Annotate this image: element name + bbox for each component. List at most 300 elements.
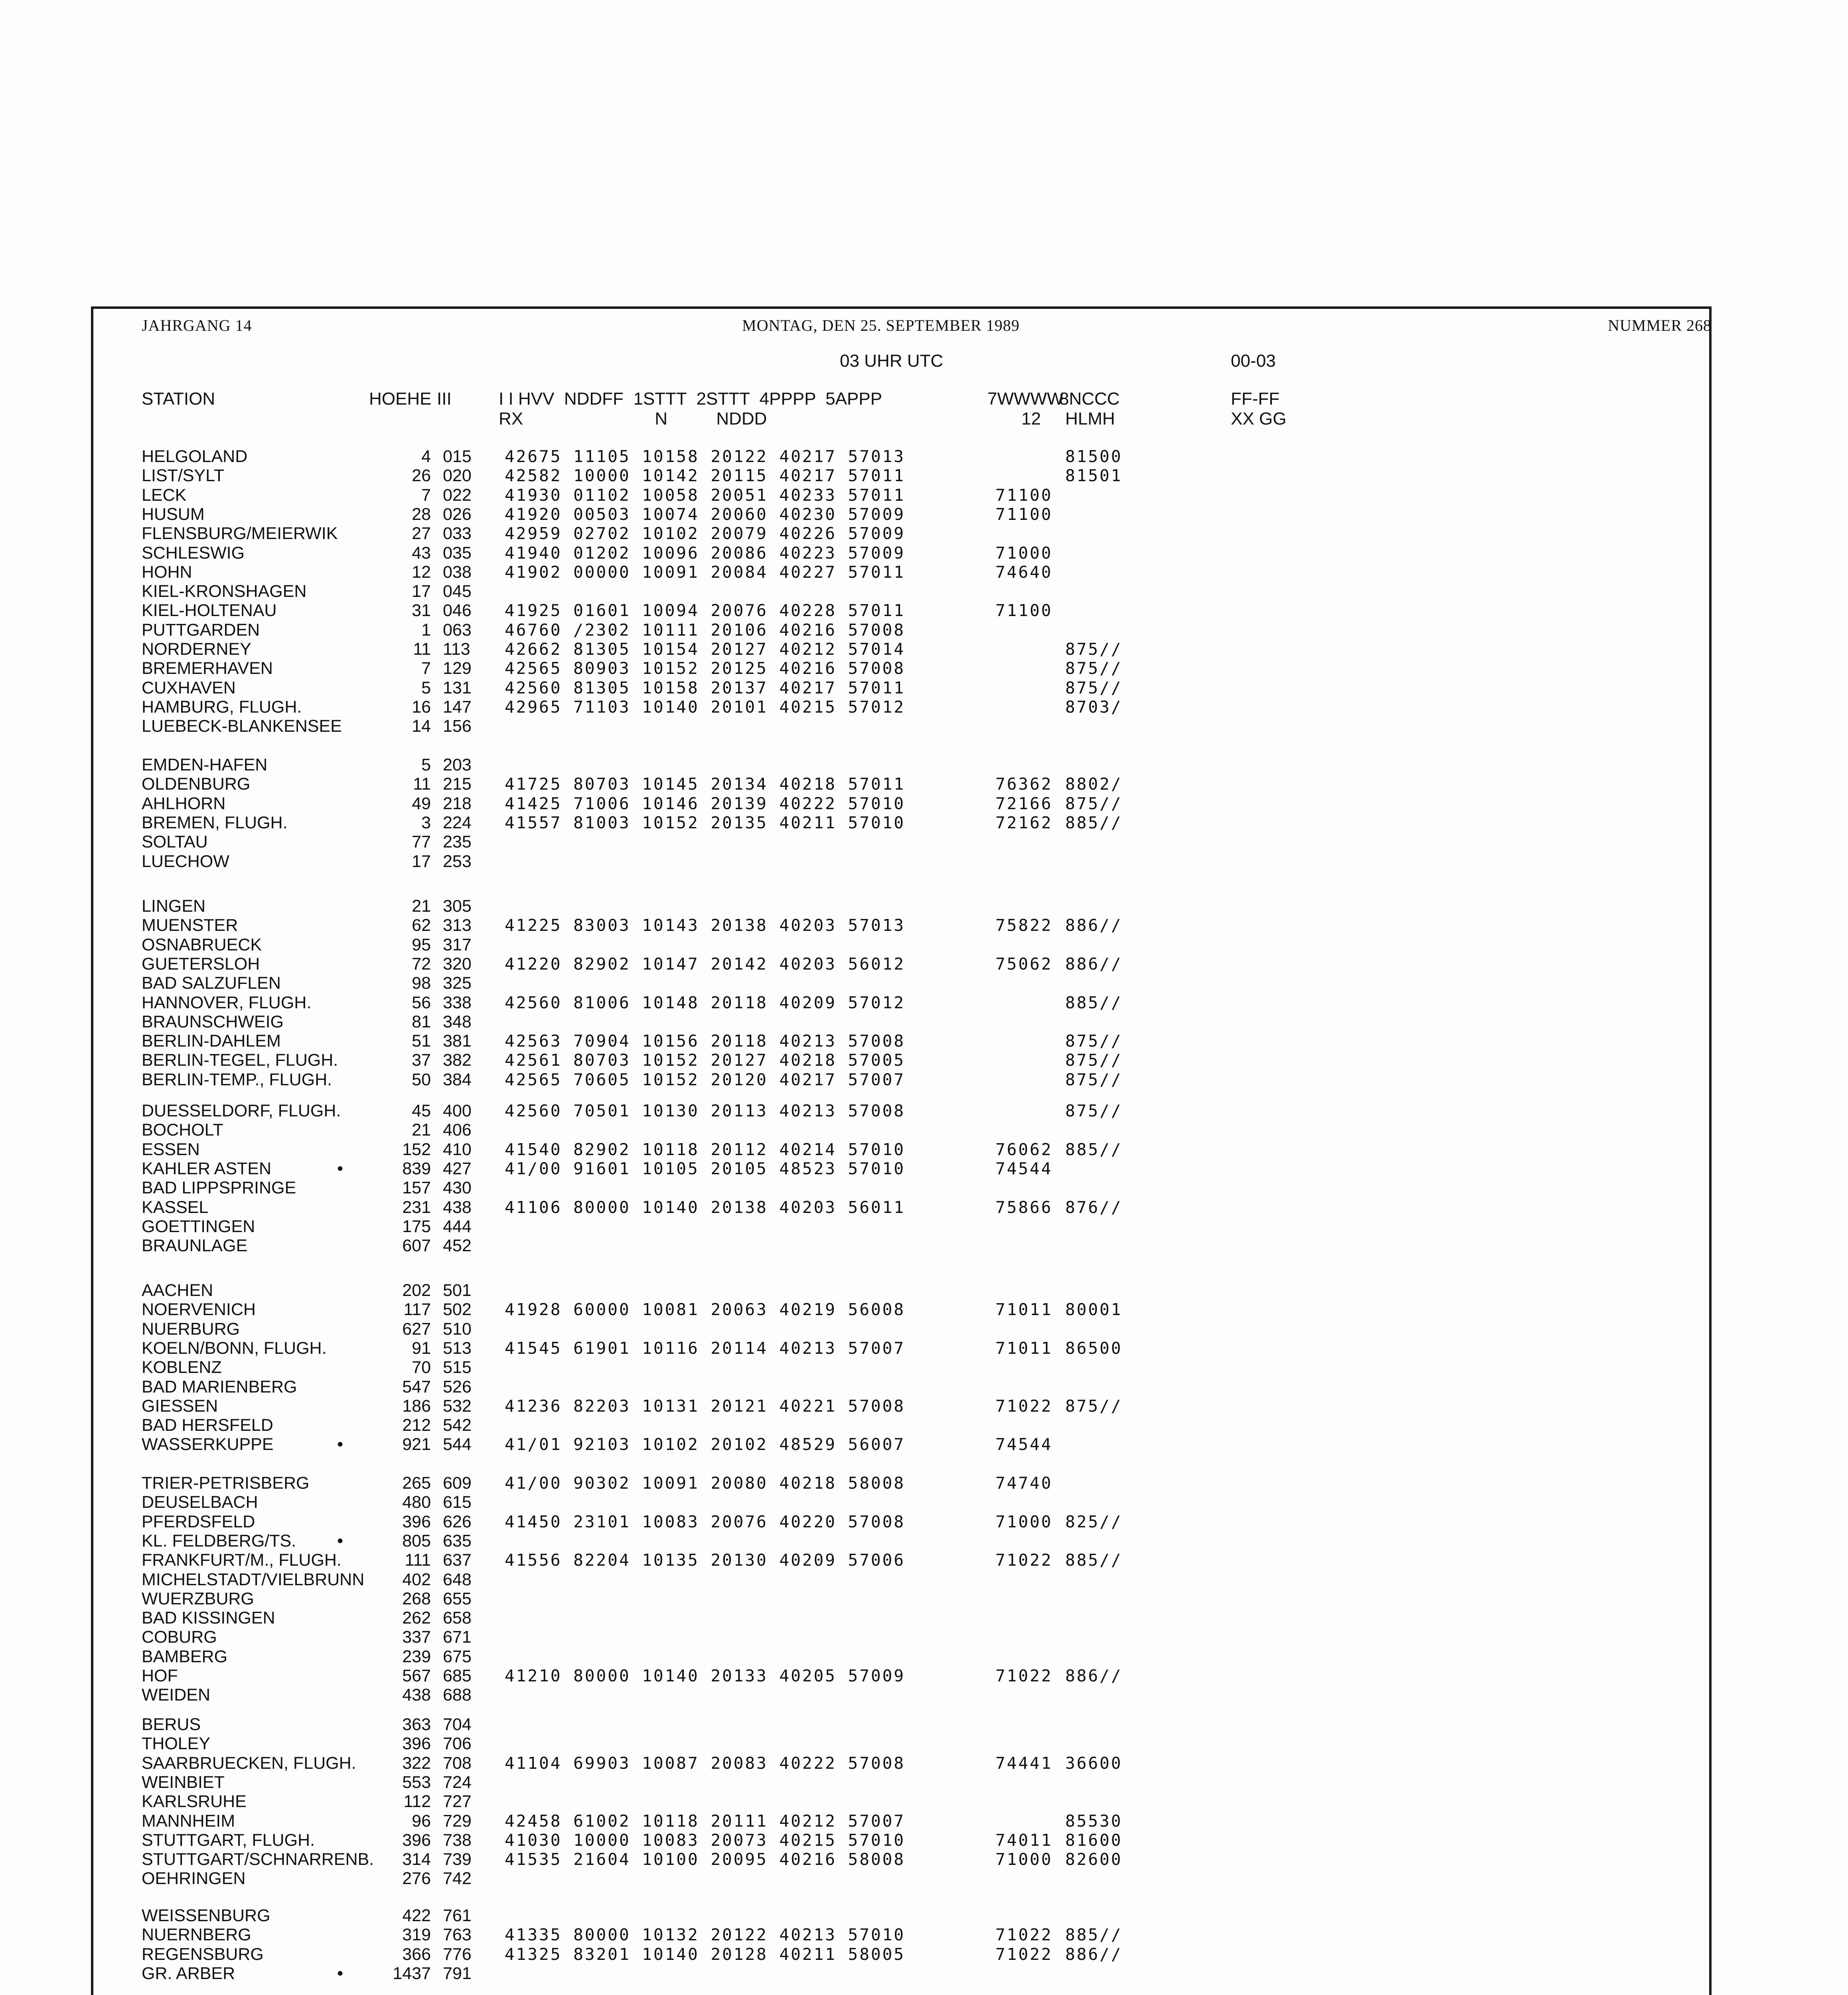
station-height: 117 xyxy=(403,1300,431,1319)
station-index: 046 xyxy=(443,601,472,620)
table-row xyxy=(0,1012,1356,1031)
weather-group: 71000 xyxy=(995,1512,1053,1531)
table-row xyxy=(0,678,1356,697)
station-name: FRANKFURT/M., FLUGH. xyxy=(142,1551,342,1570)
station-height: 45 xyxy=(412,1101,431,1120)
station-index: 658 xyxy=(443,1608,472,1628)
cloud-group: 875// xyxy=(1065,1396,1123,1416)
synop-codes: 41104 69903 10087 20083 40222 57008 xyxy=(505,1754,905,1773)
station-height: 262 xyxy=(402,1608,431,1628)
station-height: 14 xyxy=(412,717,431,736)
weather-group: 71022 xyxy=(995,1925,1053,1944)
station-name: GUETERSLOH xyxy=(142,954,260,974)
station-height: 422 xyxy=(402,1906,431,1925)
issue-number: NUMMER 268 xyxy=(1608,316,1712,334)
station-height: 152 xyxy=(402,1140,431,1159)
synop-codes: 41545 61901 10116 20114 40213 57007 xyxy=(505,1339,905,1358)
cloud-group: 82600 xyxy=(1065,1850,1123,1869)
station-name: LECK xyxy=(142,486,187,505)
weather-group: 74011 xyxy=(995,1831,1053,1850)
col-iii: III xyxy=(437,389,452,409)
station-name: BERLIN-TEGEL, FLUGH. xyxy=(142,1051,338,1070)
station-index: 338 xyxy=(443,993,472,1012)
weather-group: 71000 xyxy=(995,543,1053,563)
station-index: 305 xyxy=(443,897,472,916)
cloud-group: 8703/ xyxy=(1065,697,1123,717)
cloud-group: 875// xyxy=(1065,794,1123,813)
station-height: 5 xyxy=(421,755,431,774)
station-name: GOETTINGEN xyxy=(142,1217,255,1236)
mountain-mark: • xyxy=(337,1159,344,1178)
station-index: 727 xyxy=(443,1792,472,1811)
station-index: 320 xyxy=(443,954,472,974)
synop-codes: 41335 80000 10132 20122 40213 57010 xyxy=(505,1925,905,1944)
weather-group: 76062 xyxy=(995,1140,1053,1159)
synop-codes: 41535 21604 10100 20095 40216 58008 xyxy=(505,1850,905,1869)
table-row xyxy=(0,1319,1356,1339)
station-index: 313 xyxy=(443,916,472,935)
cloud-group: 886// xyxy=(1065,1666,1123,1685)
station-height: 396 xyxy=(402,1831,431,1850)
station-index: 739 xyxy=(443,1850,472,1869)
station-name: HOF xyxy=(142,1666,178,1685)
station-name: LUECHOW xyxy=(142,852,229,871)
station-name: BRAUNLAGE xyxy=(142,1236,248,1255)
station-index: 215 xyxy=(443,774,472,794)
station-height: 921 xyxy=(402,1435,431,1454)
station-index: 020 xyxy=(443,466,472,485)
station-index: 384 xyxy=(443,1070,472,1089)
table-row xyxy=(0,1850,1356,1869)
station-index: 688 xyxy=(443,1685,472,1705)
station-index: 515 xyxy=(443,1358,472,1377)
cloud-group: 81500 xyxy=(1065,447,1123,466)
station-index: 452 xyxy=(443,1236,472,1255)
weather-group: 71022 xyxy=(995,1551,1053,1570)
cloud-group: 885// xyxy=(1065,1925,1123,1944)
station-name: SAARBRUECKEN, FLUGH. xyxy=(142,1754,356,1773)
weather-group: 72162 xyxy=(995,813,1053,832)
station-index: 763 xyxy=(443,1925,472,1944)
synop-codes: 41725 80703 10145 20134 40218 57011 xyxy=(505,774,905,794)
station-index: 706 xyxy=(443,1734,472,1753)
table-row xyxy=(0,524,1356,543)
station-height: 56 xyxy=(412,993,431,1012)
station-name: BREMEN, FLUGH. xyxy=(142,813,288,832)
table-row xyxy=(0,697,1356,717)
station-height: 839 xyxy=(402,1159,431,1178)
station-height: 157 xyxy=(402,1178,431,1197)
synop-codes: 41030 10000 10083 20073 40215 57010 xyxy=(505,1831,905,1850)
cloud-group: 875// xyxy=(1065,1051,1123,1070)
station-height: 3 xyxy=(421,813,431,832)
station-name: WEISSENBURG xyxy=(142,1906,270,1925)
station-height: 17 xyxy=(412,852,431,871)
weather-group: 76362 xyxy=(995,774,1053,794)
station-height: 77 xyxy=(412,832,431,851)
station-name: BAMBERG xyxy=(142,1647,228,1666)
station-height: 95 xyxy=(412,935,431,954)
table-row xyxy=(0,1869,1356,1888)
station-name: BREMERHAVEN xyxy=(142,659,273,678)
table-row xyxy=(0,505,1356,524)
station-name: AHLHORN xyxy=(142,794,226,813)
station-height: 231 xyxy=(402,1198,431,1217)
weather-group: 71022 xyxy=(995,1666,1053,1685)
synop-codes: 41220 82902 10147 20142 40203 56012 xyxy=(505,954,905,974)
table-row xyxy=(0,935,1356,954)
station-index: 026 xyxy=(443,505,472,524)
station-index: 501 xyxy=(443,1281,472,1300)
station-name: LIST/SYLT xyxy=(142,466,225,485)
station-name: AACHEN xyxy=(142,1281,213,1300)
table-row xyxy=(0,582,1356,601)
table-row xyxy=(0,717,1356,736)
station-height: 319 xyxy=(402,1925,431,1944)
table-row xyxy=(0,1792,1356,1811)
cloud-group: 886// xyxy=(1065,954,1123,974)
table-row xyxy=(0,1217,1356,1236)
table-row xyxy=(0,640,1356,659)
table-row xyxy=(0,1570,1356,1589)
synop-codes: 41/00 90302 10091 20080 40218 58008 xyxy=(505,1474,905,1493)
cloud-group: 86500 xyxy=(1065,1339,1123,1358)
table-row xyxy=(0,447,1356,466)
station-height: 11 xyxy=(413,774,431,794)
table-row xyxy=(0,1236,1356,1255)
table-row xyxy=(0,1715,1356,1734)
synop-codes: 42563 70904 10156 20118 40213 57008 xyxy=(505,1031,905,1051)
station-index: 129 xyxy=(443,659,472,678)
table-row xyxy=(0,1300,1356,1319)
cloud-group: 36600 xyxy=(1065,1754,1123,1773)
station-index: 035 xyxy=(443,543,472,563)
table-row xyxy=(0,1685,1356,1705)
station-height: 11 xyxy=(413,640,431,659)
station-height: 396 xyxy=(402,1734,431,1753)
weather-group: 74441 xyxy=(995,1754,1053,1773)
table-row xyxy=(0,1178,1356,1197)
station-name: HUSUM xyxy=(142,505,205,524)
synop-codes: 41556 82204 10135 20130 40209 57006 xyxy=(505,1551,905,1570)
table-row xyxy=(0,1512,1356,1531)
station-height: 50 xyxy=(412,1070,431,1089)
col-8nccc: 8NCCC xyxy=(1059,389,1120,409)
station-index: 203 xyxy=(443,755,472,774)
station-index: 648 xyxy=(443,1570,472,1589)
station-index: 542 xyxy=(443,1416,472,1435)
station-index: 635 xyxy=(443,1531,472,1551)
station-height: 70 xyxy=(412,1358,431,1377)
synop-codes: 42662 81305 10154 20127 40212 57014 xyxy=(505,640,905,659)
station-name: GR. ARBER xyxy=(142,1964,235,1983)
station-index: 045 xyxy=(443,582,472,601)
table-row xyxy=(0,1647,1356,1666)
station-height: 186 xyxy=(402,1396,431,1416)
station-name: STUTTGART, FLUGH. xyxy=(142,1831,315,1850)
station-height: 396 xyxy=(402,1512,431,1531)
synop-codes: 46760 /2302 10111 20106 40216 57008 xyxy=(505,620,905,640)
table-row xyxy=(0,1416,1356,1435)
station-height: 202 xyxy=(402,1281,431,1300)
station-height: 337 xyxy=(402,1628,431,1647)
table-row xyxy=(0,1358,1356,1377)
table-row xyxy=(0,832,1356,851)
weather-group: 74544 xyxy=(995,1159,1053,1178)
synop-codes: 42565 80903 10152 20125 40216 57008 xyxy=(505,659,905,678)
station-height: 1437 xyxy=(393,1964,431,1983)
station-name: HAMBURG, FLUGH. xyxy=(142,697,302,717)
synop-codes: 42965 71103 10140 20101 40215 57012 xyxy=(505,697,905,717)
table-row xyxy=(0,1754,1356,1773)
station-index: 113 xyxy=(443,640,470,659)
station-index: 444 xyxy=(443,1217,472,1236)
station-name: DEUSELBACH xyxy=(142,1493,258,1512)
table-row xyxy=(0,1070,1356,1089)
station-height: 553 xyxy=(402,1773,431,1792)
station-height: 805 xyxy=(402,1531,431,1551)
station-index: 637 xyxy=(443,1551,472,1570)
table-row xyxy=(0,774,1356,794)
station-name: OSNABRUECK xyxy=(142,935,262,954)
table-row xyxy=(0,466,1356,485)
table-row xyxy=(0,1589,1356,1608)
weather-group: 71100 xyxy=(995,601,1053,620)
table-row xyxy=(0,954,1356,974)
station-height: 363 xyxy=(402,1715,431,1734)
weather-group: 71100 xyxy=(995,486,1053,505)
station-name: CUXHAVEN xyxy=(142,678,236,697)
weather-group: 71011 xyxy=(995,1300,1053,1319)
synop-codes: 41/00 91601 10105 20105 48523 57010 xyxy=(505,1159,905,1178)
station-height: 72 xyxy=(412,954,431,974)
cloud-group: 80001 xyxy=(1065,1300,1123,1319)
synop-codes: 42560 81305 10158 20137 40217 57011 xyxy=(505,678,905,697)
synop-codes: 41/01 92103 10102 20102 48529 56007 xyxy=(505,1435,905,1454)
table-row xyxy=(0,1377,1356,1396)
cloud-group: 885// xyxy=(1065,1140,1123,1159)
station-name: FLENSBURG/MEIERWIK xyxy=(142,524,338,543)
table-row xyxy=(0,659,1356,678)
station-height: 21 xyxy=(412,1120,431,1140)
date-label: MONTAG, DEN 25. SEPTEMBER 1989 xyxy=(742,316,1020,334)
table-row xyxy=(0,1811,1356,1831)
synop-codes: 41920 00503 10074 20060 40230 57009 xyxy=(505,505,905,524)
station-index: 675 xyxy=(443,1647,472,1666)
station-name: TRIER-PETRISBERG xyxy=(142,1474,310,1493)
station-index: 776 xyxy=(443,1945,472,1964)
station-index: 671 xyxy=(443,1628,472,1647)
table-row xyxy=(0,563,1356,582)
station-height: 17 xyxy=(412,582,431,601)
station-name: OEHRINGEN xyxy=(142,1869,246,1888)
table-row xyxy=(0,1531,1356,1551)
synop-codes: 42675 11105 10158 20122 40217 57013 xyxy=(505,447,905,466)
station-name: THOLEY xyxy=(142,1734,211,1753)
station-height: 322 xyxy=(402,1754,431,1773)
station-index: 224 xyxy=(443,813,472,832)
weather-group: 75062 xyxy=(995,954,1053,974)
synop-codes: 41425 71006 10146 20139 40222 57010 xyxy=(505,794,905,813)
station-height: 27 xyxy=(412,524,431,543)
station-index: 502 xyxy=(443,1300,472,1319)
station-height: 268 xyxy=(402,1589,431,1608)
cloud-group: 875// xyxy=(1065,1070,1123,1089)
cloud-group: 886// xyxy=(1065,1945,1123,1964)
weather-group: 74544 xyxy=(995,1435,1053,1454)
station-height: 7 xyxy=(421,486,431,505)
station-height: 43 xyxy=(412,543,431,563)
col-7wwww: 7WWWW xyxy=(987,389,1064,409)
station-name: WASSERKUPPE xyxy=(142,1435,274,1454)
synop-codes: 42560 81006 10148 20118 40209 57012 xyxy=(505,993,905,1012)
station-name: BAD MARIENBERG xyxy=(142,1377,297,1396)
station-name: OLDENBURG xyxy=(142,774,251,794)
station-height: 62 xyxy=(412,916,431,935)
station-index: 022 xyxy=(443,486,472,505)
synop-codes: 42561 80703 10152 20127 40218 57005 xyxy=(505,1051,905,1070)
station-height: 314 xyxy=(402,1850,431,1869)
table-row xyxy=(0,1159,1356,1178)
station-index: 738 xyxy=(443,1831,472,1850)
station-height: 37 xyxy=(412,1051,431,1070)
weather-group: 71022 xyxy=(995,1396,1053,1416)
col-station: STATION xyxy=(142,389,215,409)
station-index: 156 xyxy=(443,717,472,736)
table-row xyxy=(0,1906,1356,1925)
cloud-group: 886// xyxy=(1065,916,1123,935)
station-name: BAD SALZUFLEN xyxy=(142,974,281,993)
cloud-group: 876// xyxy=(1065,1198,1123,1217)
station-index: 400 xyxy=(443,1101,472,1120)
station-index: 438 xyxy=(443,1198,472,1217)
station-name: NUERNBERG xyxy=(142,1925,251,1944)
station-index: 655 xyxy=(443,1589,472,1608)
station-height: 1 xyxy=(421,620,431,640)
table-row xyxy=(0,974,1356,993)
station-name: KIEL-HOLTENAU xyxy=(142,601,277,620)
station-height: 91 xyxy=(412,1339,431,1358)
weather-group: 75822 xyxy=(995,916,1053,935)
station-name: WEIDEN xyxy=(142,1685,210,1705)
station-index: 742 xyxy=(443,1869,472,1888)
cloud-group: 875// xyxy=(1065,678,1123,697)
station-index: 325 xyxy=(443,974,472,993)
synop-codes: 41106 80000 10140 20138 40203 56011 xyxy=(505,1198,905,1217)
weather-group: 71011 xyxy=(995,1339,1053,1358)
station-height: 567 xyxy=(402,1666,431,1685)
station-name: MANNHEIM xyxy=(142,1811,235,1831)
station-height: 81 xyxy=(412,1012,431,1031)
table-row xyxy=(0,1734,1356,1753)
station-name: PUTTGARDEN xyxy=(142,620,260,640)
station-name: KASSEL xyxy=(142,1198,209,1217)
table-row xyxy=(0,1925,1356,1944)
col-codes-1: I I HVV NDDFF 1STTT 2STTT 4PPPP 5APPP xyxy=(499,389,882,409)
station-name: HOHN xyxy=(142,563,192,582)
weather-group: 74640 xyxy=(995,563,1053,582)
table-row xyxy=(0,813,1356,832)
volume-label: JAHRGANG 14 xyxy=(142,316,252,334)
station-height: 438 xyxy=(402,1685,431,1705)
station-name: DUESSELDORF, FLUGH. xyxy=(142,1101,341,1120)
col-xxgg: XX GG xyxy=(1231,409,1287,429)
synop-codes: 41557 81003 10152 20135 40211 57010 xyxy=(505,813,905,832)
station-height: 607 xyxy=(402,1236,431,1255)
synop-codes: 41450 23101 10083 20076 40220 57008 xyxy=(505,1512,905,1531)
table-row xyxy=(0,897,1356,916)
cloud-group: 885// xyxy=(1065,993,1123,1012)
station-name: NOERVENICH xyxy=(142,1300,256,1319)
cloud-group: 825// xyxy=(1065,1512,1123,1531)
station-height: 366 xyxy=(402,1945,431,1964)
station-index: 761 xyxy=(443,1906,472,1925)
station-index: 382 xyxy=(443,1051,472,1070)
station-index: 253 xyxy=(443,852,472,871)
station-height: 21 xyxy=(412,897,431,916)
station-index: 791 xyxy=(443,1964,472,1983)
table-row xyxy=(0,1198,1356,1217)
cloud-group: 885// xyxy=(1065,1551,1123,1570)
table-row xyxy=(0,1396,1356,1416)
station-name: WUERZBURG xyxy=(142,1589,254,1608)
table-row xyxy=(0,1666,1356,1685)
station-index: 038 xyxy=(443,563,472,582)
station-index: 513 xyxy=(443,1339,472,1358)
station-index: 348 xyxy=(443,1012,472,1031)
station-index: 526 xyxy=(443,1377,472,1396)
weather-group: 72166 xyxy=(995,794,1053,813)
station-height: 49 xyxy=(412,794,431,813)
cloud-group: 875// xyxy=(1065,1031,1123,1051)
station-index: 427 xyxy=(443,1159,472,1178)
station-height: 31 xyxy=(412,601,431,620)
station-index: 724 xyxy=(443,1773,472,1792)
time-main: 03 UHR UTC xyxy=(840,351,944,371)
station-index: 729 xyxy=(443,1811,472,1831)
table-row xyxy=(0,1031,1356,1051)
cloud-group: 885// xyxy=(1065,813,1123,832)
station-height: 26 xyxy=(412,466,431,485)
station-name: GIESSEN xyxy=(142,1396,218,1416)
station-name: KARLSRUHE xyxy=(142,1792,247,1811)
station-index: 147 xyxy=(443,697,472,717)
weather-group: 71022 xyxy=(995,1945,1053,1964)
mountain-mark: • xyxy=(337,1435,344,1454)
synop-codes: 41236 82203 10131 20121 40221 57008 xyxy=(505,1396,905,1416)
station-height: 111 xyxy=(405,1551,431,1570)
table-row xyxy=(0,916,1356,935)
station-index: 685 xyxy=(443,1666,472,1685)
col-ffff: FF-FF xyxy=(1231,389,1280,409)
station-index: 544 xyxy=(443,1435,472,1454)
synop-codes: 41540 82902 10118 20112 40214 57010 xyxy=(505,1140,905,1159)
table-row xyxy=(0,1120,1356,1140)
station-height: 239 xyxy=(402,1647,431,1666)
station-index: 235 xyxy=(443,832,472,851)
cloud-group: 875// xyxy=(1065,1101,1123,1120)
station-name: MICHELSTADT/VIELBRUNN xyxy=(142,1570,365,1589)
station-name: COBURG xyxy=(142,1628,217,1647)
station-name: WEINBIET xyxy=(142,1773,225,1792)
station-name: BERUS xyxy=(142,1715,201,1734)
table-row xyxy=(0,1140,1356,1159)
synop-codes: 41930 01102 10058 20051 40233 57011 xyxy=(505,486,905,505)
station-index: 430 xyxy=(443,1178,472,1197)
synop-codes: 41928 60000 10081 20063 40219 56008 xyxy=(505,1300,905,1319)
table-row xyxy=(0,1339,1356,1358)
station-height: 28 xyxy=(412,505,431,524)
